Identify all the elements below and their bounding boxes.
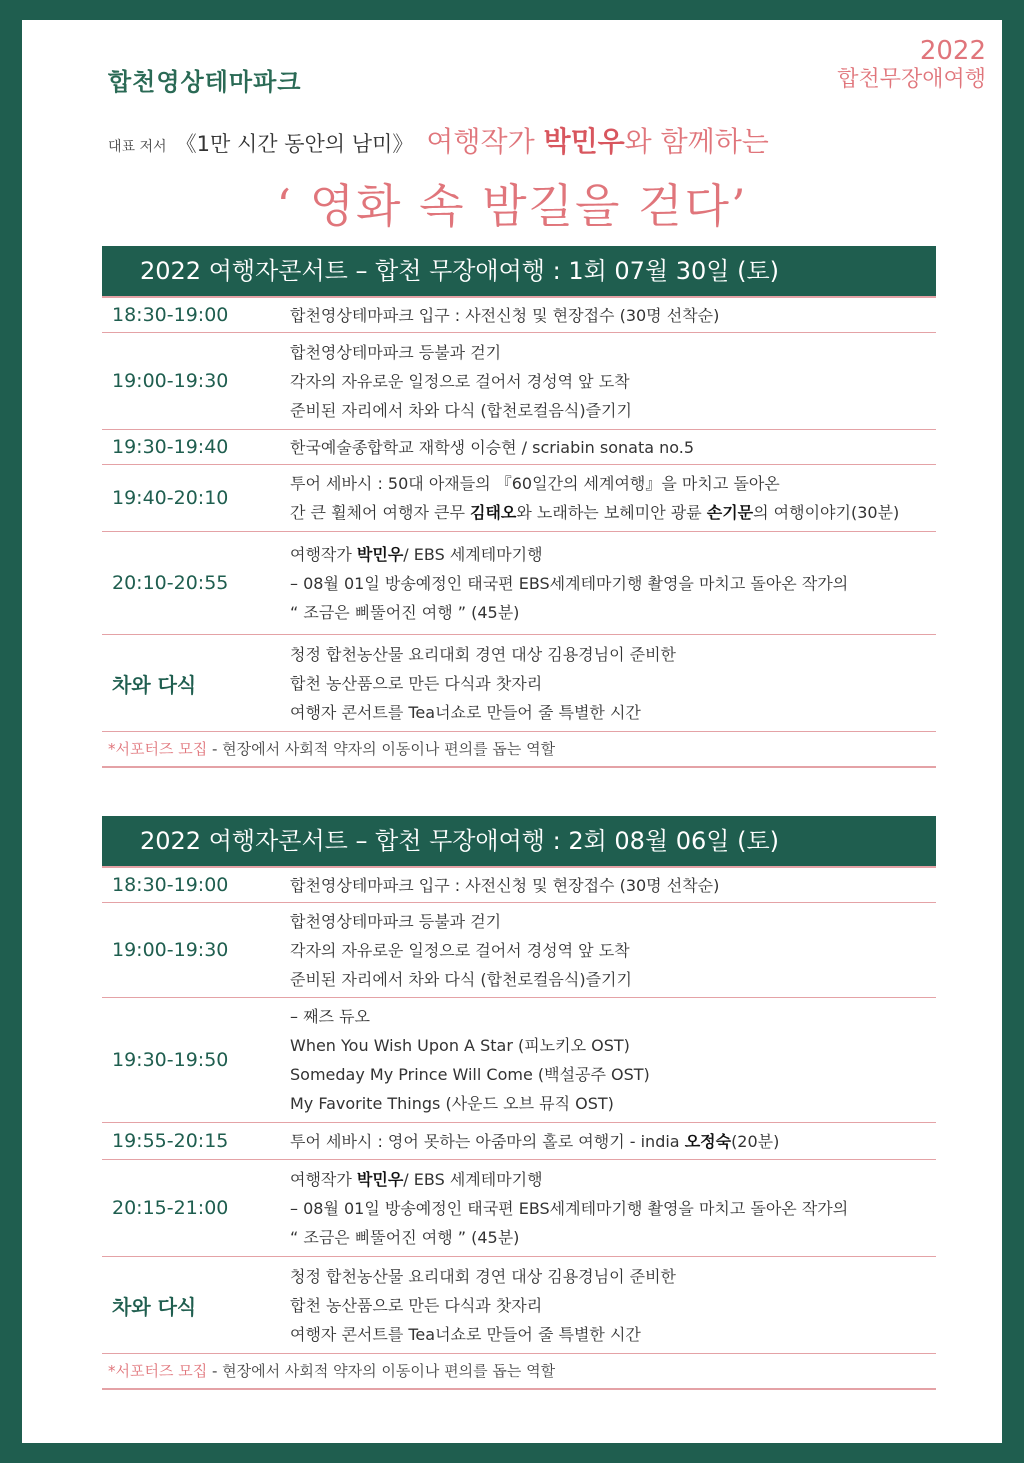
row-desc <box>290 904 936 997</box>
row-time: 19:30-19:40 <box>112 436 229 458</box>
desc-line: 준비된 자리에서 차와 다식 (합천로컬음식)즐기기 <box>290 400 632 420</box>
schedule-row <box>102 868 936 903</box>
schedule-row <box>102 430 936 465</box>
desc-text: 와 노래하는 보헤미안 광륜 <box>516 503 707 522</box>
desc-text: 여행작가 <box>290 544 357 564</box>
author-pre: 여행작가 <box>426 125 544 158</box>
row-time: 20:10-20:55 <box>112 572 229 594</box>
desc-text: 의 여행이야기(30분) <box>753 503 900 522</box>
row-time: 차와 다식 <box>112 672 197 697</box>
row-time: 18:30-19:00 <box>112 874 229 896</box>
desc-line: 각자의 자유로운 일정으로 걸어서 경성역 앞 도착 <box>290 940 630 960</box>
desc-line: 투어 세바시 : 50대 아재들의 『60일간의 세계여행』을 마치고 돌아온 <box>290 474 780 493</box>
note-label: *서포터즈 모집 <box>108 740 208 758</box>
row-desc <box>290 537 936 630</box>
desc-line: “ 조금은 삐뚤어진 여행 ” (45분) <box>290 602 520 622</box>
desc-line: 합천 농산품으로 만든 다식과 찻자리 <box>290 1295 543 1315</box>
desc-line: 청정 합천농산물 요리대회 경연 대상 김용경님이 준비한 <box>290 644 677 664</box>
row-time: 18:30-19:00 <box>112 304 229 326</box>
brand-logo: 합천영상테마파크 <box>108 68 302 96</box>
poster <box>22 20 1002 1443</box>
row-time: 19:00-19:30 <box>112 370 229 392</box>
desc-line: “ 조금은 삐뚤어진 여행 ” (45분) <box>290 1227 520 1247</box>
desc-line: 합천영상테마파크 등불과 걷기 <box>290 342 502 362</box>
book-title: 《1만 시간 동안의 남미》 <box>175 132 414 156</box>
desc-line <box>290 540 936 569</box>
row-time: 19:30-19:50 <box>112 1049 229 1071</box>
guest-name: 오정숙 <box>684 1131 732 1151</box>
schedule-row <box>102 333 936 430</box>
row-desc <box>290 1124 936 1159</box>
desc-line: When You Wish Upon A Star (피노키오 OST) <box>290 1036 630 1055</box>
desc-line: 합천영상테마파크 입구 : 사전신청 및 현장접수 (30명 선착순) <box>290 875 720 895</box>
row-desc <box>290 466 936 530</box>
row-desc <box>290 868 936 903</box>
subtitle-prefix: 대표 저서 <box>108 139 167 155</box>
note-text: - 현장에서 사회적 약자의 이동이나 편의를 돕는 역할 <box>207 740 556 758</box>
desc-text: 여행작가 <box>290 1169 357 1189</box>
supporters-note <box>102 1354 936 1390</box>
row-time: 19:55-20:15 <box>112 1130 229 1152</box>
note-text: - 현장에서 사회적 약자의 이동이나 편의를 돕는 역할 <box>207 1362 556 1380</box>
desc-text: (20분) <box>731 1131 780 1151</box>
desc-line: 한국예술종합학교 재학생 이승현 / scriabin sonata no.5 <box>290 437 695 457</box>
desc-line: – 08월 01일 방송예정인 태국편 EBS세계테마기행 촬영을 마치고 돌아온 작가의 <box>290 1198 849 1218</box>
corner-year: 2022 <box>919 36 986 66</box>
row-desc <box>290 430 936 465</box>
note-label: *서포터즈 모집 <box>108 1362 208 1380</box>
guest-name: 손기문 <box>706 503 754 522</box>
session-title: 2022 여행자콘서트 – 합천 무장애여행 : 1회 07월 30일 (토) <box>102 246 936 298</box>
row-time: 20:15-21:00 <box>112 1197 229 1219</box>
schedule-row <box>102 903 936 998</box>
desc-line: 여행자 콘서트를 Tea너쇼로 만들어 줄 특별한 시간 <box>290 702 641 722</box>
desc-line: 합천영상테마파크 등불과 걷기 <box>290 911 502 931</box>
desc-line: 합천 농산품으로 만든 다식과 찻자리 <box>290 673 543 693</box>
subtitle <box>108 120 769 160</box>
desc-line: My Favorite Things (사운드 오브 뮤직 OST) <box>290 1094 614 1113</box>
row-desc <box>290 298 936 333</box>
desc-text: 투어 세바시 : 영어 못하는 아줌마의 홀로 여행기 - india <box>290 1131 685 1151</box>
schedule-row <box>102 465 936 532</box>
row-time: 차와 다식 <box>112 1294 197 1319</box>
row-desc <box>290 637 936 730</box>
desc-line: – 08월 01일 방송예정인 태국편 EBS세계테마기행 촬영을 마치고 돌아온 작가의 <box>290 573 849 593</box>
desc-line: 준비된 자리에서 차와 다식 (합천로컬음식)즐기기 <box>290 969 632 989</box>
desc-text: / EBS 세계테마기행 <box>403 1169 543 1189</box>
guest-name: 박민우 <box>356 544 404 564</box>
corner-name: 합천무장애여행 <box>837 67 986 92</box>
guest-name: 박민우 <box>356 1169 404 1189</box>
row-desc <box>290 335 936 428</box>
session-1 <box>102 246 936 768</box>
desc-line <box>290 498 936 527</box>
schedule-row <box>102 1123 936 1160</box>
schedule-row <box>102 298 936 333</box>
desc-line: 여행자 콘서트를 Tea너쇼로 만들어 줄 특별한 시간 <box>290 1324 641 1344</box>
session-2 <box>102 816 936 1390</box>
row-desc <box>290 1162 936 1255</box>
row-desc <box>290 999 936 1121</box>
schedule-row <box>102 635 936 732</box>
schedule-row <box>102 1160 936 1257</box>
desc-line: 청정 합천농산물 요리대회 경연 대상 김용경님이 준비한 <box>290 1266 677 1286</box>
author-post: 와 함께하는 <box>624 125 769 158</box>
desc-text: 간 큰 휠체어 여행자 큰무 <box>290 503 470 522</box>
desc-line <box>290 1127 936 1156</box>
author-line <box>426 125 768 158</box>
schedule-row <box>102 998 936 1123</box>
desc-line: 각자의 자유로운 일정으로 걸어서 경성역 앞 도착 <box>290 371 630 391</box>
guest-name: 김태오 <box>470 503 517 522</box>
row-time: 19:00-19:30 <box>112 939 229 961</box>
corner-label <box>837 36 986 94</box>
desc-line: Someday My Prince Will Come (백설공주 OST) <box>290 1065 650 1084</box>
schedule-row <box>102 1257 936 1354</box>
author-name: 박민우 <box>543 125 625 158</box>
desc-line: 합천영상테마파크 입구 : 사전신청 및 현장접수 (30명 선착순) <box>290 305 720 325</box>
session-title: 2022 여행자콘서트 – 합천 무장애여행 : 2회 08월 06일 (토) <box>102 816 936 868</box>
row-desc <box>290 1259 936 1352</box>
desc-line <box>290 1165 936 1194</box>
headline: ‘ 영화 속 밤길을 걷다’ <box>276 179 748 233</box>
desc-line: – 째즈 듀오 <box>290 1007 370 1026</box>
desc-text: / EBS 세계테마기행 <box>403 544 543 564</box>
row-time: 19:40-20:10 <box>112 487 229 509</box>
supporters-note <box>102 732 936 768</box>
schedule-row <box>102 532 936 635</box>
